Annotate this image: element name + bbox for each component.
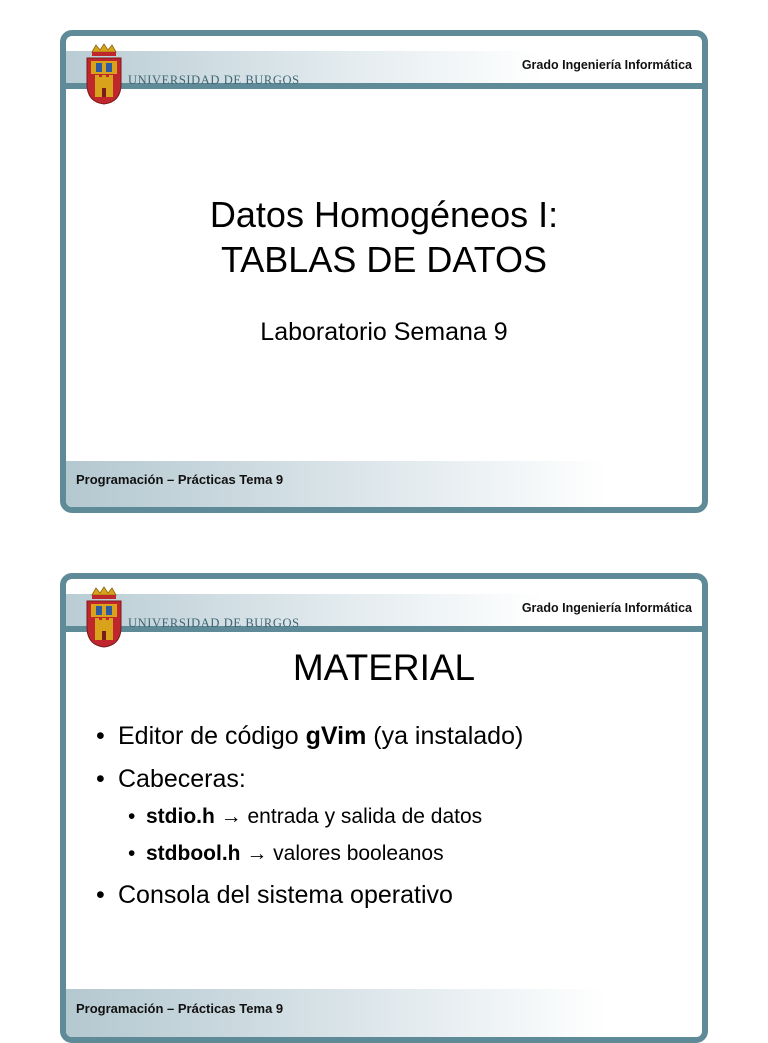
bullet-text: Consola del sistema operativo (118, 881, 453, 909)
slide-1 (60, 30, 708, 513)
bullet-text: entrada y salida de datos (241, 805, 483, 828)
bullet-marker: • (96, 881, 105, 909)
university-crest-icon (84, 42, 124, 106)
bullet-text: valores booleanos (267, 842, 444, 865)
bullet-marker: • (96, 765, 105, 793)
bullet-bold-text: gVim (305, 722, 367, 750)
slide-2 (60, 573, 708, 1043)
degree-program: Grado Ingeniería Informática (521, 601, 692, 615)
bullet-console (96, 879, 453, 911)
degree-program: Grado Ingeniería Informática (521, 58, 692, 72)
footer-course: Programación – Prácticas Tema 9 (76, 1001, 284, 1016)
bullet-text: Editor de código (118, 722, 306, 750)
bullet-marker: • (96, 722, 105, 750)
bullet-text: Cabeceras: (118, 765, 246, 793)
slide-header (66, 579, 702, 637)
arrow-right-icon: → (220, 805, 242, 828)
sub-bullet-stdbool (128, 840, 444, 868)
bullet-marker: • (128, 805, 136, 828)
slide-title: MATERIAL (292, 647, 476, 688)
bullet-headers (96, 763, 246, 795)
bullet-editor (96, 720, 523, 752)
slide-title-line-2: TABLAS DE DATOS (220, 239, 548, 280)
university-name: UNIVERSIDAD DE BURGOS (128, 616, 300, 630)
slide-footer (66, 989, 702, 1037)
university-name: UNIVERSIDAD DE BURGOS (128, 73, 300, 87)
slide-subtitle: Laboratorio Semana 9 (260, 318, 508, 346)
header-file-name: stdbool.h (146, 842, 241, 865)
footer-course: Programación – Prácticas Tema 9 (76, 472, 284, 487)
slide-header (66, 36, 702, 94)
university-crest-icon (84, 585, 124, 649)
slide-footer (66, 461, 702, 507)
arrow-right-icon: → (246, 842, 268, 865)
bullet-text: (ya instalado) (366, 722, 524, 750)
header-file-name: stdio.h (146, 805, 215, 828)
sub-bullet-stdio (128, 803, 482, 831)
slide-title-line-1: Datos Homogéneos I: (209, 194, 559, 235)
bullet-marker: • (128, 842, 136, 865)
